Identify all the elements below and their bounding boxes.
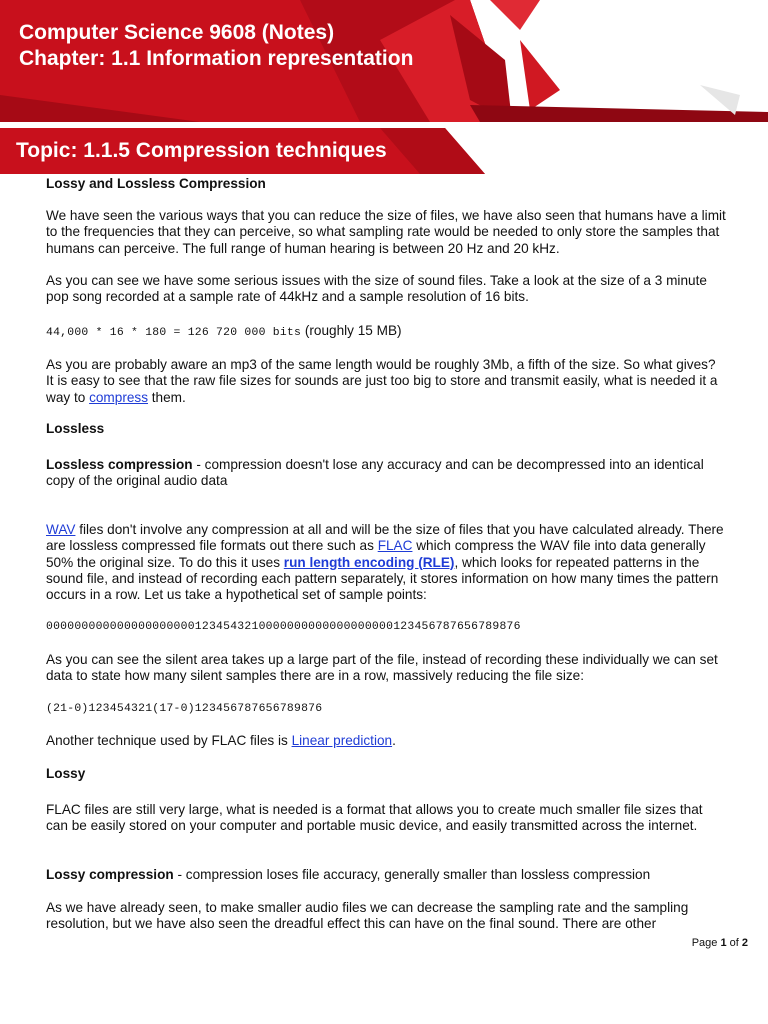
paragraph-lossy: FLAC files are still very large, what is needed is a format that allows you to create much smaller file sizes that can be easily stored on your computer and portable music device, and easily transmitted across the internet. bbox=[46, 802, 703, 834]
lossy-definition-text: - compression loses file accuracy, generally smaller than lossless compression bbox=[173, 867, 651, 882]
paragraph-wav bbox=[46, 522, 726, 603]
flac-technique-text: Another technique used by FLAC files is bbox=[46, 733, 292, 748]
chapter-title: Chapter: 1.1 Information representation bbox=[19, 47, 414, 70]
paragraph-mp3 bbox=[46, 357, 726, 406]
topic-title: Topic: 1.1.5 Compression techniques bbox=[16, 139, 387, 162]
sample-points: 0000000000000000000001234543210000000000000000000123456787656789876 bbox=[46, 621, 521, 633]
paragraph-silent: As you can see the silent area takes up a large part of the file, instead of recording these individually we can set data to state how many silent samples there are in a row, massively reducing the file size: bbox=[46, 652, 718, 684]
paragraph-intro: We have seen the various ways that you can reduce the size of files, we have also seen that humans have a limit to the frequencies that they can perceive, so what sampling rate would be needed to only store the samples that humans can perceive. The full range of human hearing is between 20 Hz and 20 kHz. bbox=[46, 208, 726, 256]
paragraph-mp3-end: them. bbox=[148, 389, 186, 405]
encoded-points: (21-0)123454321(17-0)123456787656789876 bbox=[46, 703, 323, 715]
wav-text-1: files don't involve any compression at all and will be the size of files that you have calculated already. There are lossless compressed file formats out there such as bbox=[46, 522, 724, 554]
calculation-note: (roughly 15 MB) bbox=[301, 323, 402, 338]
section-heading-main: Lossy and Lossless Compression bbox=[46, 176, 266, 191]
calculation-line bbox=[46, 323, 726, 341]
section-heading-lossy: Lossy bbox=[46, 766, 86, 781]
paragraph-sound-size: As you can see we have some serious issues with the size of sound files. Take a look at the size of a 3 minute pop song recorded at a sample rate of 44kHz and a sample resolution of 16 bits. bbox=[46, 273, 707, 305]
flac-link[interactable]: FLAC bbox=[377, 538, 413, 554]
of-label: of bbox=[726, 937, 742, 949]
compress-link[interactable]: compress bbox=[89, 389, 148, 405]
total-pages: 2 bbox=[741, 937, 748, 949]
paragraph-flac-technique bbox=[46, 733, 726, 749]
topic-banner bbox=[0, 128, 490, 174]
header-banner bbox=[0, 0, 768, 122]
flac-technique-end: . bbox=[392, 733, 396, 748]
paragraph-mp3-text: As you are probably aware an mp3 of the same length would be roughly 3Mb, a fifth of the size. So what gives? It is easy to see that the raw file sizes for sounds are just too big to store and transmit easily, what is needed it a way to bbox=[46, 357, 718, 405]
lossless-term: Lossless compression bbox=[46, 457, 193, 472]
course-title: Computer Science 9608 (Notes) bbox=[19, 21, 335, 44]
current-page: 1 bbox=[720, 937, 727, 949]
lossless-definition bbox=[46, 457, 726, 490]
page-number bbox=[692, 937, 748, 949]
wav-text-3: , which looks for repeated patterns in the sound file, and instead of recording each pattern separately, it stores information on how many times the pattern occurs in a row. Let us take a hypothetical set of sample points: bbox=[46, 554, 719, 603]
lossless-definition-text: - compression doesn't lose any accuracy and can be decompressed into an identical copy of the original audio data bbox=[46, 457, 704, 489]
calculation-code: 44,000 * 16 * 180 = 126 720 000 bits bbox=[46, 327, 302, 339]
page-label: Page bbox=[691, 937, 721, 949]
lossy-term: Lossy compression bbox=[46, 867, 174, 882]
lossy-definition bbox=[46, 867, 726, 883]
paragraph-final: As we have already seen, to make smaller audio files we can decrease the sampling rate and the sampling resolution, but we have also seen the dreadful effect this can have on the final sound. There are other bbox=[46, 900, 689, 932]
wav-link[interactable]: WAV bbox=[46, 522, 76, 537]
wav-text-2: which compress the WAV file into data generally 50% the original size. To do this it uses bbox=[46, 538, 706, 570]
linear-prediction-link[interactable]: Linear prediction bbox=[291, 733, 393, 748]
rle-link[interactable]: run length encoding (RLE) bbox=[283, 554, 455, 570]
section-heading-lossless: Lossless bbox=[46, 421, 105, 436]
